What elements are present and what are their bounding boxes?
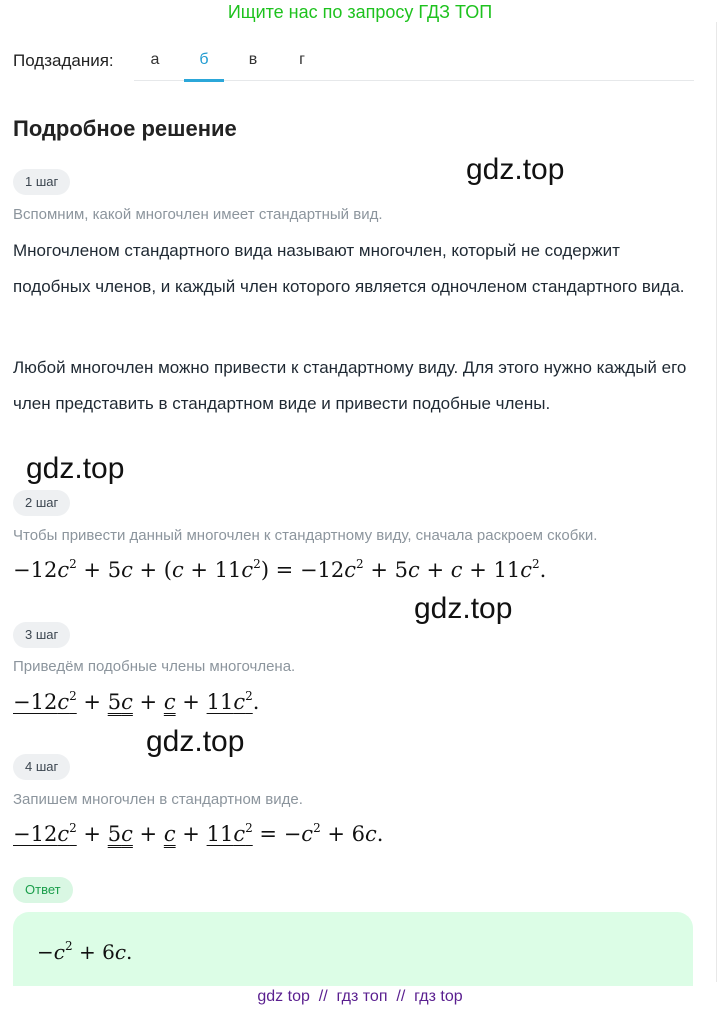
answer-formula: $-c^2 + 6c$. — [37, 939, 133, 964]
step-hint: Чтобы привести данный многочлен к стандартному виду, сначала раскроем скобки. — [13, 527, 598, 544]
step-hint: Вспомним, какой многочлен имеет стандартный вид. — [13, 206, 383, 223]
step-formula: $-12c^2 + 5c + c + 11c^2$. — [13, 689, 260, 714]
watermark: gdz.top — [414, 592, 513, 625]
footer-links[interactable]: gdz top // гдз топ // гдз top — [257, 988, 463, 1005]
watermark: gdz.top — [146, 725, 245, 758]
tab-a[interactable]: а — [150, 51, 160, 68]
step-badge: 3 шаг — [13, 622, 70, 648]
step-formula: $-12c^2 + 5c + c + 11c^2 = -c^2 + 6c$. — [13, 821, 384, 846]
search-banner: Ищите нас по запросу ГДЗ ТОП — [227, 2, 493, 22]
subtasks-label: Подзадания: — [13, 51, 114, 70]
step-badge: 1 шаг — [13, 169, 70, 195]
tab-b[interactable]: б — [184, 42, 224, 82]
step-badge: 2 шаг — [13, 490, 70, 516]
subtasks-tabs — [134, 42, 694, 81]
tab-g[interactable]: г — [299, 51, 305, 68]
watermark: gdz.top — [466, 153, 565, 186]
answer-box — [13, 912, 693, 986]
step-hint: Запишем многочлен в стандартном виде. — [13, 791, 303, 808]
step-badge: 4 шаг — [13, 754, 70, 780]
step-hint: Приведём подобные члены многочлена. — [13, 658, 296, 675]
watermark: gdz.top — [26, 452, 125, 485]
step-paragraph: Любой многочлен можно привести к стандартному виду. Для этого нужно каждый его член представить в стандартном виде и привести подобные члены. — [13, 358, 687, 413]
answer-badge: Ответ — [13, 877, 73, 903]
scrollbar-track[interactable] — [716, 22, 717, 982]
step-paragraph: Многочленом стандартного вида называют многочлен, который не содержит подобных членов, и каждый член которого является одночленом стандартного вида. — [13, 241, 685, 296]
tab-v[interactable]: в — [248, 51, 258, 68]
page-title: Подробное решение — [13, 116, 237, 141]
step-formula: $-12c^2 + 5c + (c + 11c^2) = -12c^2 + 5c + c + 11c^2$. — [13, 557, 547, 582]
